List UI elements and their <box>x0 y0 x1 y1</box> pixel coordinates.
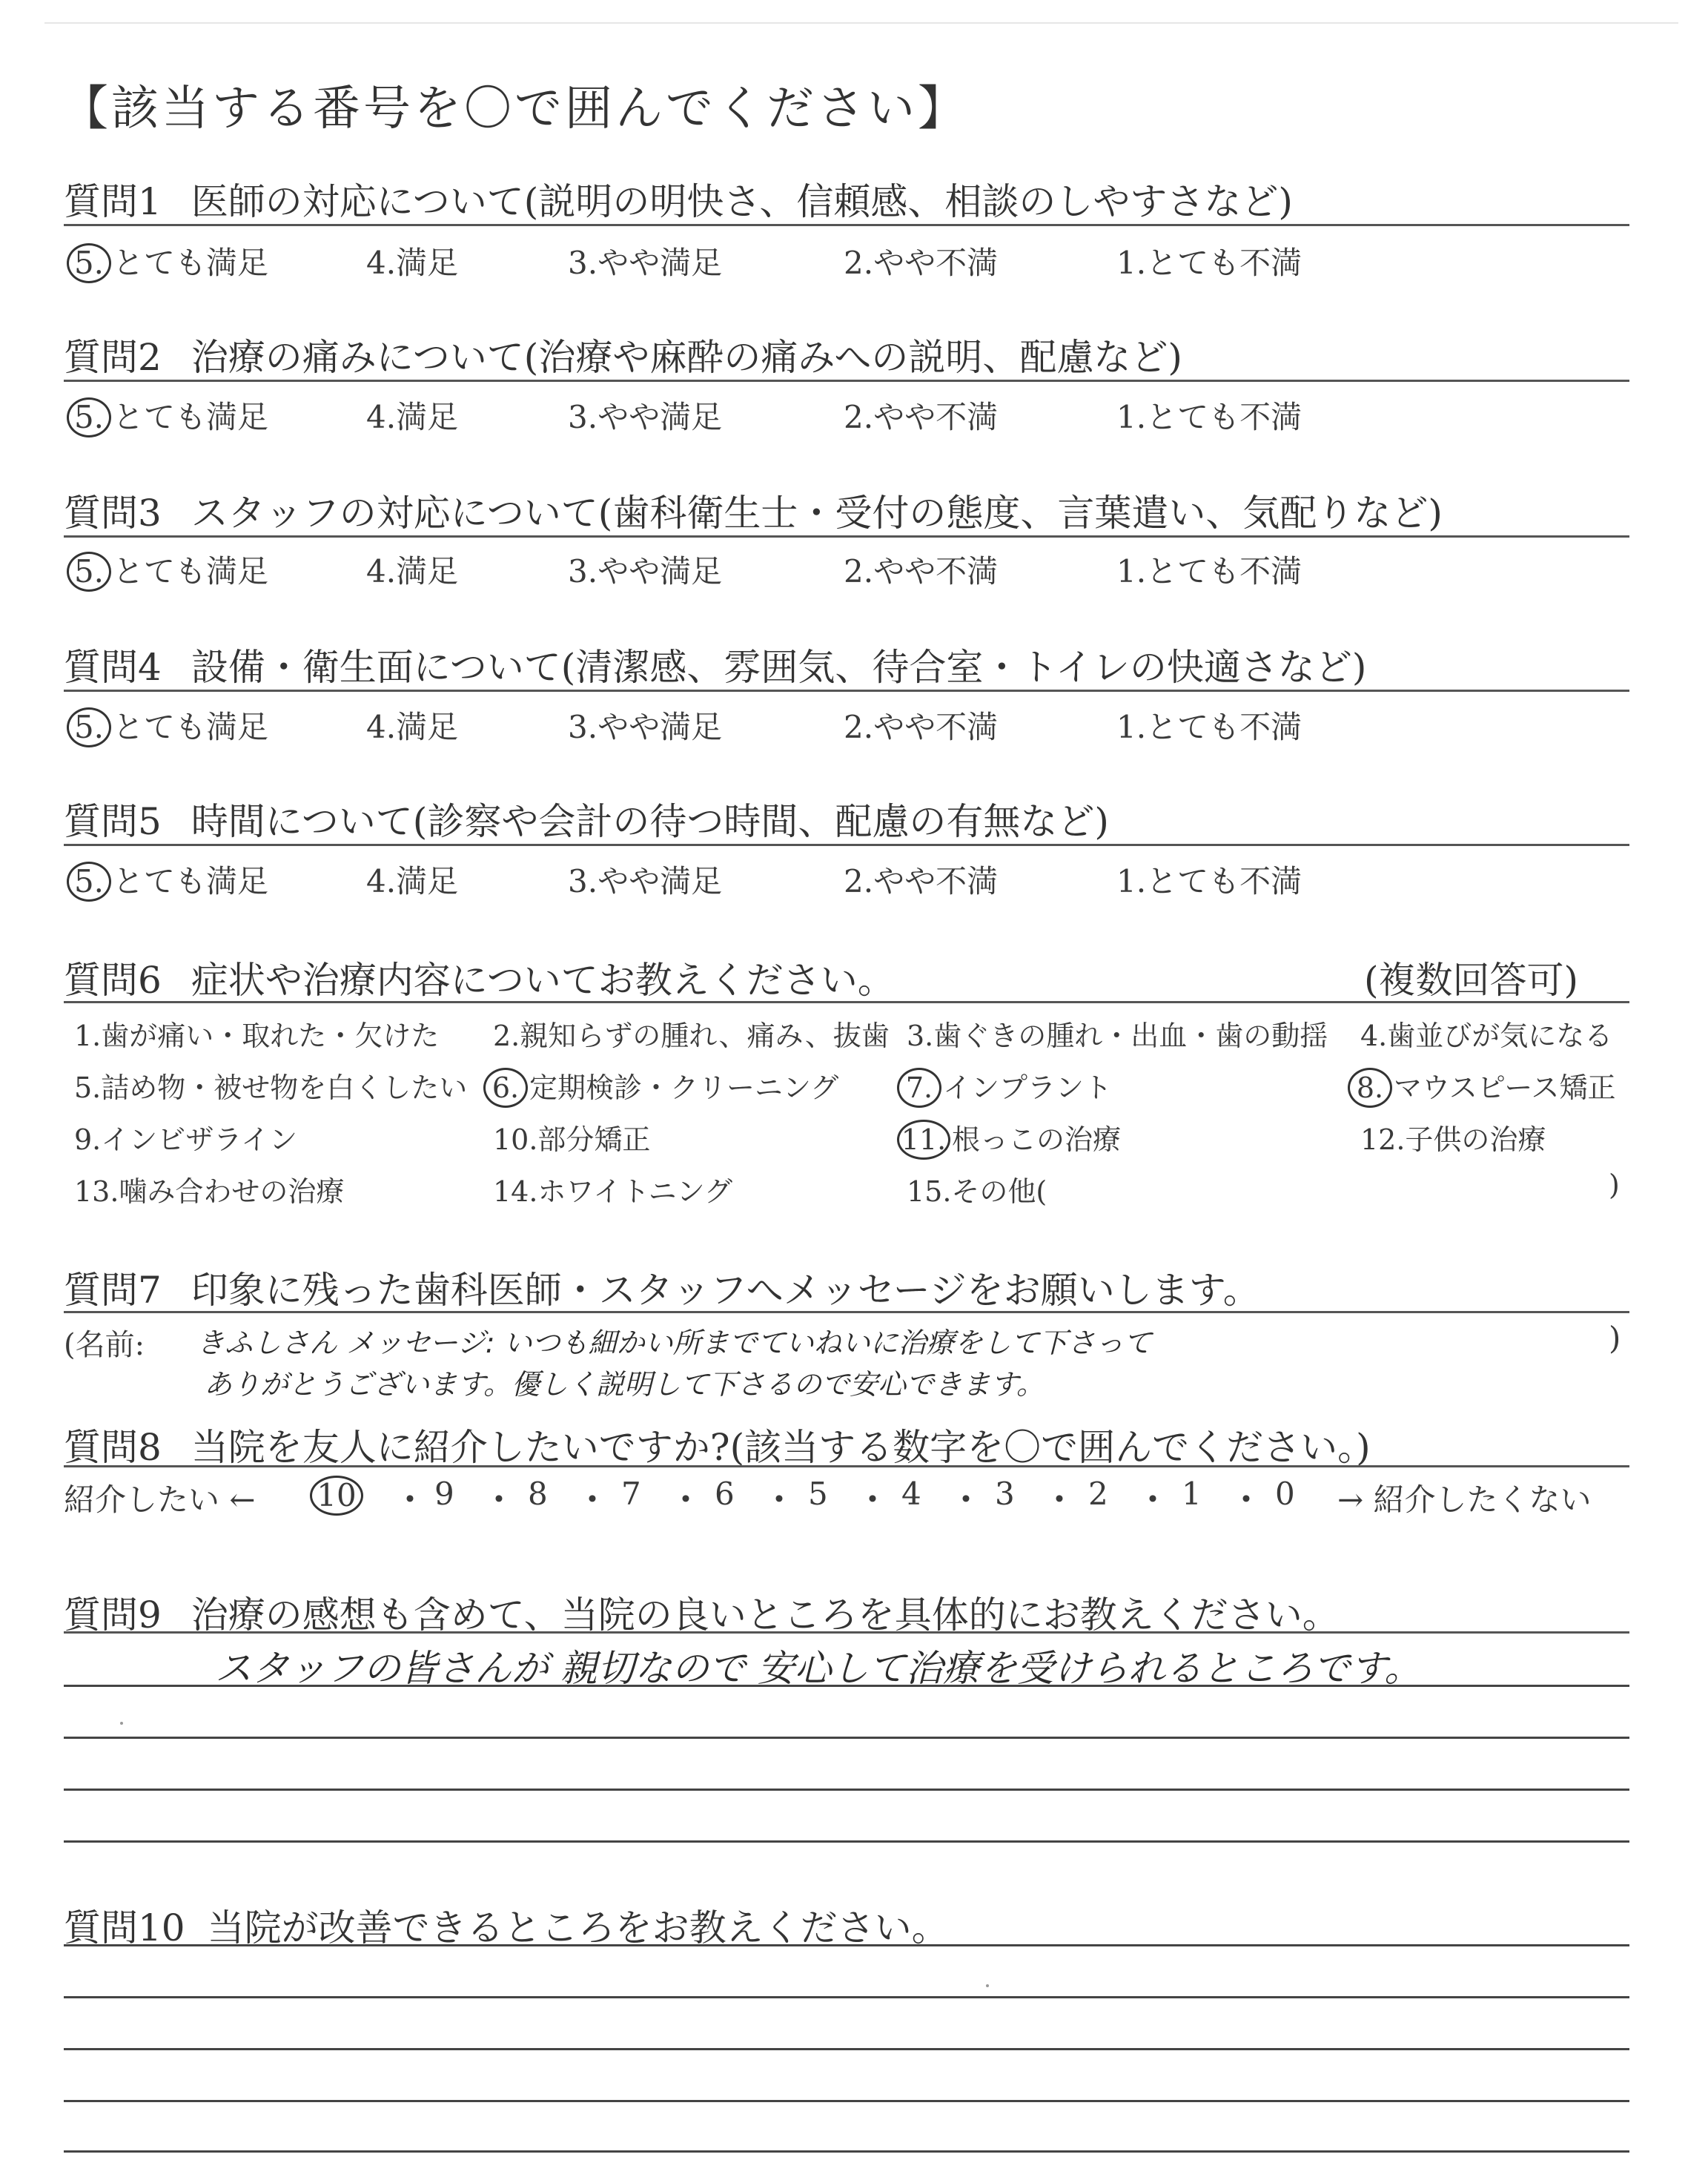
question-text: 時間について(診察や会計の待つ時間、配慮の有無など) <box>191 800 1109 843</box>
answer-line <box>64 2100 1629 2102</box>
option-label: とても満足 <box>113 245 269 281</box>
option-5[interactable] <box>73 239 268 283</box>
handwritten-answer-q9[interactable]: スタッフの皆さんが 親切なので 安心して治療を受けられるところです。 <box>215 1647 1422 1690</box>
multiple-answers-note: (複数回答可) <box>1364 959 1579 1002</box>
question-6-rule <box>64 1001 1629 1003</box>
answer-line <box>64 1685 1629 1687</box>
q6-option-2[interactable]: 2.親知らずの腫れ、痛み、抜歯 <box>493 1020 890 1052</box>
q6-option-13[interactable]: 13.噛み合わせの治療 <box>74 1175 345 1208</box>
option-1[interactable]: 1.とても不満 <box>1116 863 1302 899</box>
scale-5[interactable]: 5 <box>808 1476 828 1512</box>
selected-circle: 5. <box>67 243 111 283</box>
question-number: 質問10 <box>64 1906 185 1949</box>
q6-option-8[interactable] <box>1354 1065 1615 1108</box>
scale-0[interactable]: 0 <box>1275 1476 1295 1512</box>
q6-option-11[interactable] <box>903 1117 1121 1160</box>
selected-circle: 11. <box>897 1120 950 1160</box>
question-9-rule <box>64 1631 1629 1634</box>
question-6-title <box>64 951 895 1004</box>
question-text: 当院が改善できるところをお教えください。 <box>207 1906 949 1949</box>
option-4[interactable]: 4.満足 <box>366 245 459 281</box>
question-number: 質問9 <box>64 1593 162 1636</box>
answer-line <box>64 1737 1629 1739</box>
question-text: 当院を友人に紹介したいですか?(該当する数字を〇で囲んでください。) <box>191 1426 1371 1469</box>
q6-other-close-paren: ) <box>1609 1169 1620 1201</box>
question-5-title <box>64 792 1109 845</box>
page-instruction: 【該当する番号を〇で囲んでください】 <box>61 82 968 136</box>
scan-speck <box>120 1722 123 1725</box>
question-8-title <box>64 1418 1371 1471</box>
recommend-right-label: → 紹介したくない <box>1337 1482 1592 1518</box>
q6-option-1[interactable]: 1.歯が痛い・取れた・欠けた <box>74 1020 440 1052</box>
question-5-rule <box>64 844 1629 846</box>
question-text: 医師の対応について(説明の明快さ、信頼感、相談のしやすさなど) <box>191 180 1293 223</box>
scan-speck <box>986 1984 989 1987</box>
answer-line <box>64 1840 1629 1843</box>
q6-option-3[interactable]: 3.歯ぐきの腫れ・出血・歯の動揺 <box>907 1020 1328 1052</box>
question-3-rule <box>64 535 1629 538</box>
scale-9[interactable]: 9 <box>434 1476 454 1512</box>
scale-7[interactable]: 7 <box>621 1476 641 1512</box>
question-8-rule <box>64 1465 1629 1467</box>
question-text: 印象に残った歯科医師・スタッフへメッセージをお願いします。 <box>191 1269 1260 1312</box>
option-1[interactable]: 1.とても不満 <box>1116 553 1302 589</box>
question-number: 質問8 <box>64 1426 162 1469</box>
answer-line <box>64 2150 1629 2153</box>
question-3-title <box>64 483 1443 537</box>
question-text: 治療の感想も含めて、当院の良いところを具体的にお教えください。 <box>191 1593 1340 1636</box>
q6-option-9[interactable]: 9.インビザライン <box>74 1123 298 1156</box>
option-5[interactable] <box>73 393 268 437</box>
question-number: 質問1 <box>64 180 162 223</box>
option-3[interactable]: 3.やや満足 <box>568 399 723 435</box>
selected-circle: 5. <box>67 707 111 747</box>
recommend-left-label: 紹介したい ← <box>64 1482 256 1518</box>
scale-8[interactable]: 8 <box>528 1476 548 1512</box>
q6-option-4[interactable]: 4.歯並びが気になる <box>1360 1020 1613 1052</box>
option-label: とても満足 <box>113 863 269 899</box>
option-1[interactable]: 1.とても不満 <box>1116 245 1302 281</box>
selected-circle: 6. <box>483 1068 528 1108</box>
option-label: とても満足 <box>113 399 269 435</box>
selected-circle: 5. <box>67 397 111 437</box>
separator: ・ <box>764 1482 795 1518</box>
q6-option-7[interactable] <box>903 1065 1112 1108</box>
question-2-rule <box>64 380 1629 382</box>
answer-line <box>64 1996 1629 1998</box>
option-5[interactable] <box>73 547 268 592</box>
scale-4[interactable]: 4 <box>901 1476 921 1512</box>
option-2[interactable]: 2.やや不満 <box>844 245 999 281</box>
question-number: 質問4 <box>64 646 162 689</box>
answer-line <box>64 1944 1629 1946</box>
option-2[interactable]: 2.やや不満 <box>844 709 999 745</box>
separator: ・ <box>1231 1482 1262 1518</box>
handwritten-message-line-2[interactable]: ありがとうございます。優しく説明して下さるので安心できます。 <box>204 1368 1045 1401</box>
question-text: 症状や治療内容についてお教えください。 <box>191 959 895 1002</box>
option-2[interactable]: 2.やや不満 <box>844 553 999 589</box>
separator: ・ <box>670 1482 702 1518</box>
option-label: 根っこの治療 <box>952 1123 1122 1156</box>
question-7-title <box>64 1261 1260 1314</box>
question-4-title <box>64 638 1366 691</box>
answer-line <box>64 2048 1629 2050</box>
name-label: (名前: <box>64 1328 145 1362</box>
separator: ・ <box>857 1482 889 1518</box>
question-number: 質問5 <box>64 800 162 843</box>
selected-circle: 5. <box>67 552 111 592</box>
question-text: 治療の痛みについて(治療や麻酔の痛みへの説明、配慮など) <box>191 336 1182 379</box>
option-label: とても満足 <box>113 709 269 745</box>
option-3[interactable]: 3.やや満足 <box>568 709 723 745</box>
option-5[interactable] <box>73 703 268 747</box>
option-3[interactable]: 3.やや満足 <box>568 863 723 899</box>
separator: ・ <box>394 1482 426 1518</box>
option-4[interactable]: 4.満足 <box>366 709 459 745</box>
option-4[interactable]: 4.満足 <box>366 863 459 899</box>
option-4[interactable]: 4.満足 <box>366 553 459 589</box>
question-4-rule <box>64 690 1629 692</box>
option-2[interactable]: 2.やや不満 <box>844 863 999 899</box>
option-label: 定期検診・クリーニング <box>529 1071 839 1104</box>
scale-2[interactable]: 2 <box>1088 1476 1108 1512</box>
option-label: とても満足 <box>113 553 269 589</box>
top-border <box>44 22 1678 24</box>
question-number: 質問7 <box>64 1269 162 1312</box>
question-1-rule <box>64 224 1629 226</box>
message-close-paren: ) <box>1609 1320 1621 1356</box>
scale-1[interactable]: 1 <box>1182 1476 1202 1512</box>
separator: ・ <box>577 1482 609 1518</box>
option-label: インプラント <box>943 1071 1113 1104</box>
q6-option-6[interactable] <box>489 1065 838 1108</box>
q6-option-14[interactable]: 14.ホワイトニング <box>493 1175 733 1208</box>
scale-3[interactable]: 3 <box>995 1476 1015 1512</box>
separator: ・ <box>950 1482 982 1518</box>
option-5[interactable] <box>73 857 268 902</box>
answer-line <box>64 1789 1629 1791</box>
option-4[interactable]: 4.満足 <box>366 399 459 435</box>
option-3[interactable]: 3.やや満足 <box>568 553 723 589</box>
selected-circle: 10 <box>310 1476 363 1516</box>
scale-6[interactable]: 6 <box>715 1476 735 1512</box>
separator: ・ <box>483 1482 515 1518</box>
question-number: 質問3 <box>64 492 162 535</box>
selected-circle: 5. <box>67 862 111 902</box>
option-1[interactable]: 1.とても不満 <box>1116 709 1302 745</box>
question-number: 質問6 <box>64 959 162 1002</box>
selected-circle: 7. <box>897 1068 941 1108</box>
option-2[interactable]: 2.やや不満 <box>844 399 999 435</box>
q6-option-10[interactable]: 10.部分矯正 <box>493 1123 651 1156</box>
option-1[interactable]: 1.とても不満 <box>1116 399 1302 435</box>
separator: ・ <box>1137 1482 1169 1518</box>
question-text: 設備・衛生面について(清潔感、雰囲気、待合室・トイレの快適さなど) <box>191 646 1367 689</box>
option-3[interactable]: 3.やや満足 <box>568 245 723 281</box>
q6-option-15[interactable]: 15.その他( <box>907 1175 1047 1208</box>
q6-option-5[interactable]: 5.詰め物・被せ物を白くしたい <box>74 1071 468 1104</box>
handwritten-message-line-1[interactable]: きふしさん メッセージ: いつも細かい所までていねいに治療をして下さって <box>196 1327 1152 1359</box>
question-2-title <box>64 328 1182 381</box>
question-7-rule <box>64 1311 1629 1313</box>
question-1-title <box>64 172 1293 225</box>
question-number: 質問2 <box>64 336 162 379</box>
question-text: スタッフの対応について(歯科衛生士・受付の態度、言葉遣い、気配りなど) <box>191 492 1443 535</box>
q6-option-12[interactable]: 12.子供の治療 <box>1360 1123 1546 1156</box>
selected-circle: 8. <box>1348 1068 1392 1108</box>
option-label: マウスピース矯正 <box>1394 1071 1616 1104</box>
separator: ・ <box>1044 1482 1076 1518</box>
